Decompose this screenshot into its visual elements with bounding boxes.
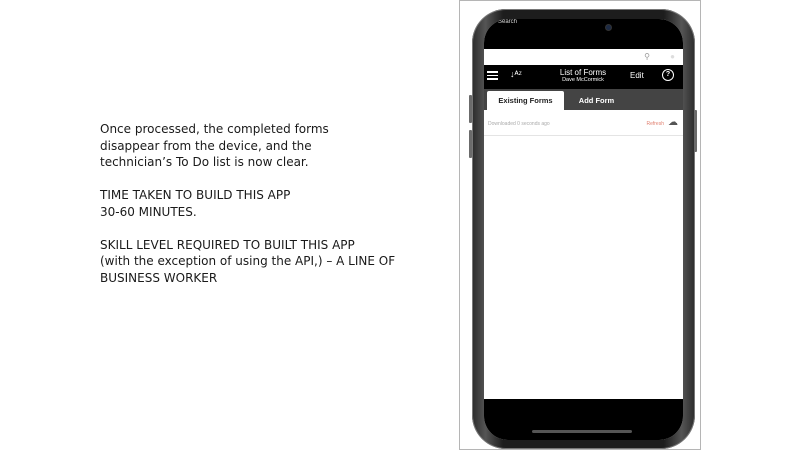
page-title: [548, 68, 618, 84]
phone-screen: [484, 19, 683, 440]
edit-button[interactable]: Edit: [630, 71, 644, 80]
paragraph-skill: SKILL LEVEL REQUIRED TO BUILT THIS APP (with the exception of using the API,) – A LINE OF BUSINESS WORKER: [100, 237, 396, 285]
camera-icon: [605, 24, 612, 31]
info-row: [484, 115, 683, 136]
title-text: List of Forms: [559, 68, 607, 77]
tab-bar: [484, 89, 683, 110]
carrier-label: Search: [498, 19, 518, 25]
subtitle-text: Dave McCormick: [562, 77, 604, 83]
tab-add-form[interactable]: Add Form: [578, 96, 615, 105]
power-button: [694, 110, 697, 152]
status-bar: [484, 19, 683, 49]
app-header: [484, 65, 683, 89]
forms-list: [484, 136, 683, 396]
help-icon[interactable]: ?: [662, 69, 674, 81]
search-bar[interactable]: [484, 49, 683, 65]
slide-text: [100, 121, 430, 303]
volume-up-button: [469, 95, 472, 123]
paragraph-processed: Once processed, the completed forms disappear from the device, and the technician’s To Do list is now clear.: [100, 122, 329, 169]
refresh-button[interactable]: Refresh: [646, 121, 664, 127]
tab-existing-forms[interactable]: Existing Forms: [487, 91, 564, 110]
cloud-download-icon[interactable]: ☁: [668, 117, 678, 128]
search-icon[interactable]: ⚲: [644, 52, 650, 61]
clear-icon[interactable]: ●: [670, 52, 675, 61]
screen-bottom-bar: [484, 399, 683, 440]
downloaded-status: Downloaded 0 seconds ago: [488, 121, 550, 127]
home-indicator[interactable]: [532, 430, 632, 433]
paragraph-time: TIME TAKEN TO BUILD THIS APP 30-60 MINUTES.: [100, 188, 291, 219]
hamburger-menu-icon[interactable]: [487, 71, 498, 80]
sort-icon[interactable]: ↓ᴬᶻ: [510, 69, 522, 79]
notch: [531, 19, 636, 36]
volume-down-button: [469, 130, 472, 158]
